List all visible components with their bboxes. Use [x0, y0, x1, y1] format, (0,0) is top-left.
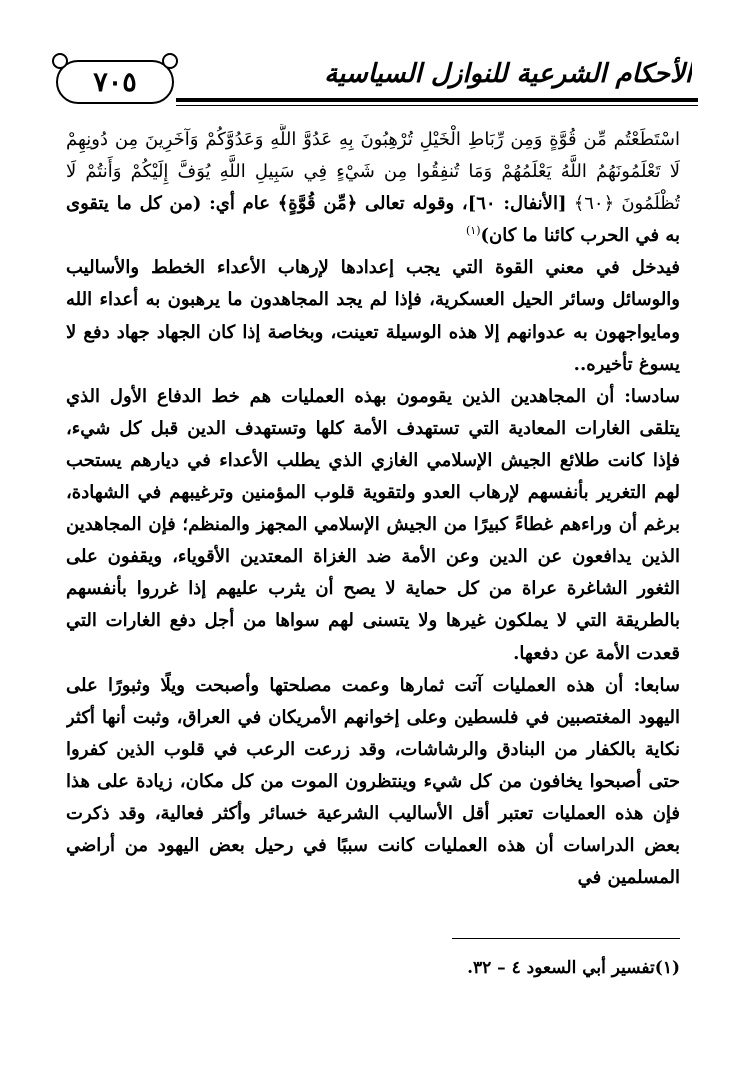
footnote: (١)تفسير أبي السعود ٤ – ٣٢.: [467, 958, 680, 978]
paragraph-strength-meaning: فيدخل في معني القوة التي يجب إعدادها لإرهاب الأعداء الخطط والأساليب والوسائل وسائر الحيل العسكرية، فإذا لم يجد المجاهدون ما يرهبون به أعداء الله ومايواجهون به عدوانهم إلا هذه الوسيلة تعينت، وبخاصة إذا كان الجهاد جهاد دفع لا يسوغ تأخيره..: [66, 257, 680, 375]
paragraph-seventh: [66, 670, 680, 888]
header-rule-thick: [176, 98, 698, 102]
paragraph-quran-citation: [66, 124, 680, 252]
paragraph-sixth: [66, 381, 680, 670]
page-header: [48, 48, 698, 118]
quran-verse: اسْتَطَعْتُم مِّن قُوَّةٍ وَمِن رِّبَاطِ الْخَيْلِ تُرْهِبُونَ بِهِ عَدُوَّ اللَّهِ وَعَدُوَّكُمْ وَآخَرِينَ مِن دُونِهِمْ لَا تَعْلَمُونَهُمُ اللَّهُ يَعْلَمُهُمْ وَمَا تُنفِقُوا مِن شَيْءٍ فِي سَبِيلِ اللَّهِ يُوَفَّ إِلَيْكُمْ وَأَنتُمْ لَا تُظْلَمُونَ ﴿٦٠﴾: [66, 129, 680, 215]
header-rule-thin: [176, 105, 698, 106]
footnote-divider: [452, 938, 680, 939]
citation-text: [الأنفال: ٦٠]، وقوله تعالى ﴿مِّن قُوَّةٍ﴾ عام أي: (من كل ما يتقوى به في الحرب كائنا ما كان): [66, 193, 680, 247]
page-number: ٧٠٥: [56, 60, 174, 104]
sixth-lead: سادسا:: [624, 385, 680, 407]
main-text: [66, 124, 680, 888]
footnote-marker: (١): [466, 224, 481, 238]
seventh-text: أن هذه العمليات آتت ثمارها وعمت مصلحتها وأصبحت ويلًا وثبورًا على اليهود المغتصبين في فلسطين وعلى إخوانهم الأمريكان في العراق، وثبت أنها أكثر نكاية بالكفار من البنادق والرشاشات، وقد زرعت الرعب في قلوب الذين كفروا حتى أصبحوا يخافون من كل شيء وينتظرون الموت من كل مكان، زيادة على هذا فإن هذه العمليات تعتبر أقل الأساليب الشرعية خسائر وأكثر فعالية، وقد ذكرت بعض الدراسات أن هذه العمليات كانت سببًا في رحيل بعض اليهود من أراضي المسلمين في: [66, 674, 680, 888]
sixth-text: أن المجاهدين الذين يقومون بهذه العمليات هم خط الدفاع الأول الذي يتلقى الغارات المعادية التي تستهدف الأمة كلها وتستهدف الدين قبل كل شيء، فإذا كانت طلائع الجيش الإسلامي الغازي الذي يطلب الأعداء في ديارهم يستحب لهم التغرير بأنفسهم لإرهاب العدو ولتقوية قلوب المؤمنين وترغيبهم في الشهادة، برغم أن وراءهم غطاءً كبيرًا من الجيش الإسلامي المجهز والمنظم؛ فإن المجاهدين الذين يدافعون عن الدين وعن الأمة ضد الغزاة المعتدين الأقوياء، ويقفون على الثغور الشاغرة عراة من كل حماية لا يصح أن يثرب عليهم إذا غرروا بأنفسهم بالطريقة التي لا يملكون غيرها ولا يتسنى لهم سواها من أجل دفع الغارات التي قعدت الأمة عن دفعها.: [66, 385, 680, 664]
book-title: الأحكام الشرعية للنوازل السياسية: [324, 59, 692, 89]
seventh-lead: سابعا:: [633, 674, 680, 696]
